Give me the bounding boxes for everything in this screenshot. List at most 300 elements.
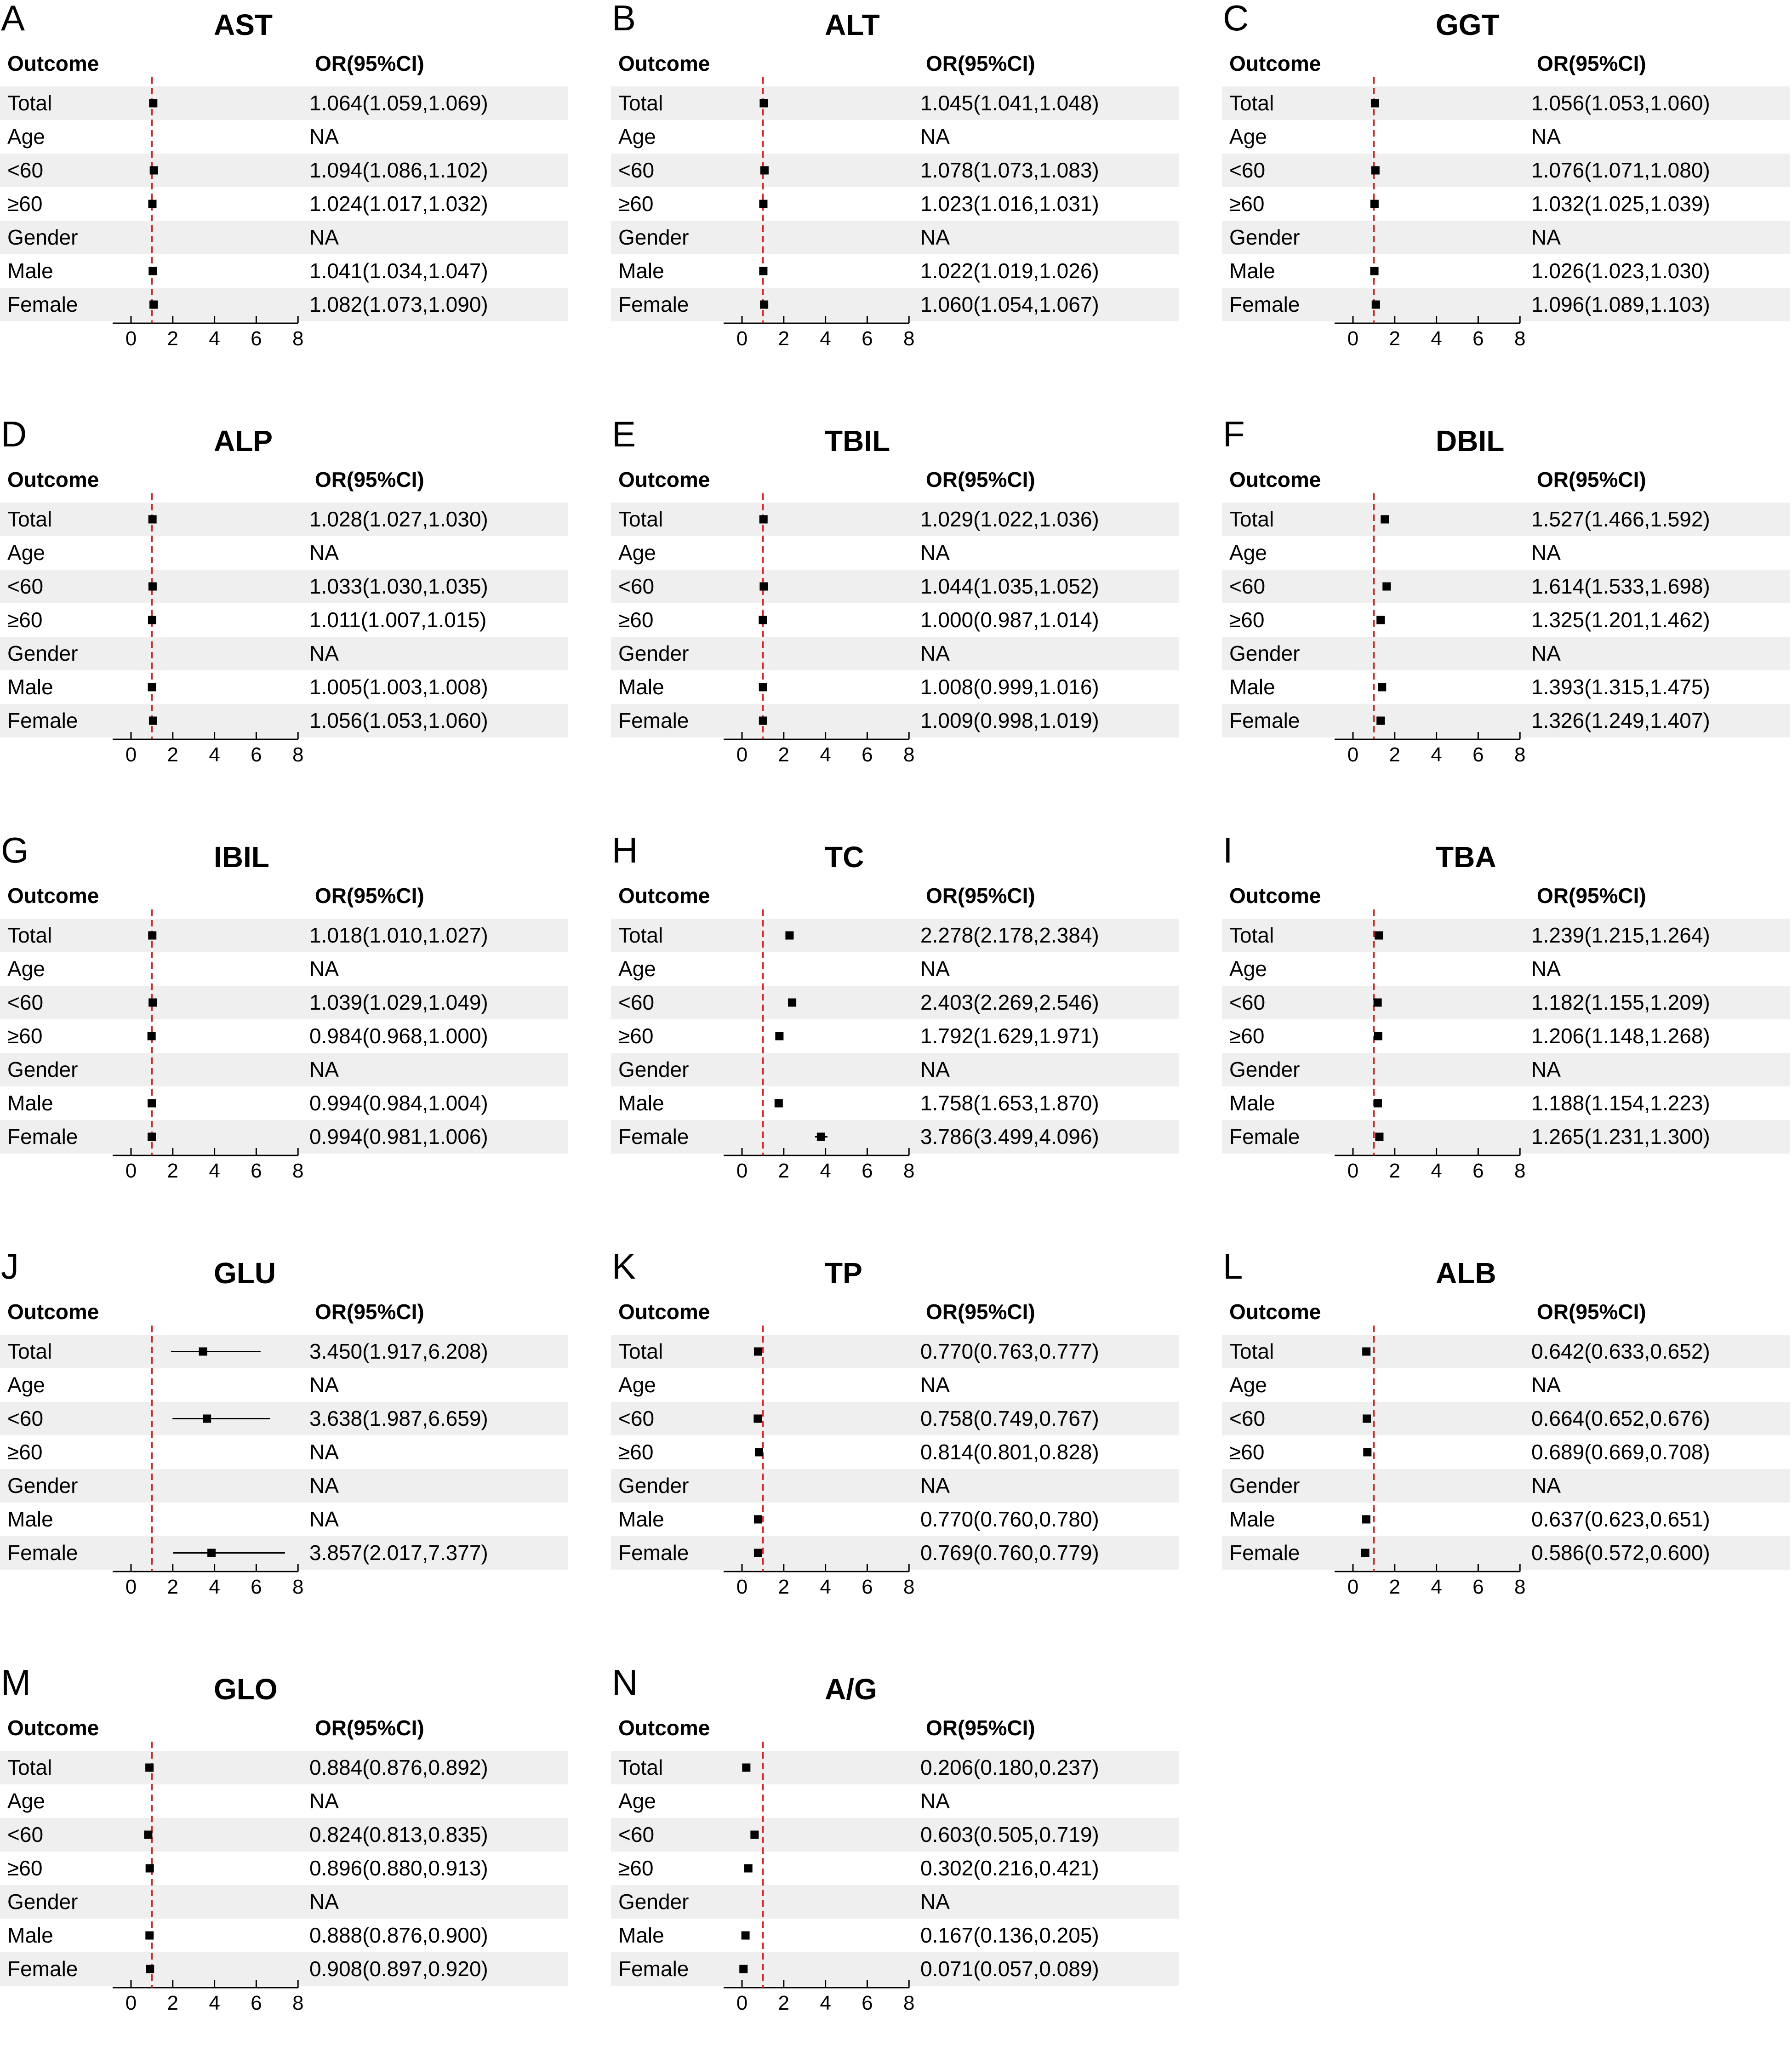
outcome-header: Outcome — [1229, 884, 1321, 908]
or-ci-value: NA — [920, 1474, 950, 1497]
x-axis-tick-label: 8 — [292, 1576, 304, 1598]
or-point-marker — [1370, 200, 1379, 208]
outcome-label: Total — [7, 1755, 52, 1779]
outcome-label: Age — [618, 957, 656, 981]
or-ci-value: NA — [1531, 225, 1561, 249]
or-point-marker — [755, 1448, 763, 1457]
outcome-label: Male — [618, 1507, 664, 1531]
outcome-label: Male — [1229, 1091, 1275, 1115]
or-point-marker — [1376, 717, 1385, 725]
or-ci-value: 0.586(0.572,0.600) — [1531, 1541, 1710, 1565]
or-ci-header: OR(95%CI) — [1537, 884, 1646, 908]
outcome-label: <60 — [618, 574, 655, 598]
or-point-marker — [1375, 1133, 1383, 1141]
outcome-label: Female — [7, 709, 78, 732]
x-axis-tick-label: 2 — [778, 327, 790, 350]
or-ci-value: 1.188(1.154,1.223) — [1531, 1091, 1710, 1115]
or-ci-value: NA — [920, 1890, 950, 1914]
x-axis-tick-label: 2 — [778, 1992, 790, 2014]
x-axis-tick-label: 8 — [903, 1160, 915, 1182]
outcome-label: Total — [7, 1339, 52, 1363]
outcome-label: Male — [618, 1923, 664, 1947]
outcome-label: Gender — [618, 1474, 689, 1497]
x-axis-tick-label: 6 — [1472, 327, 1484, 350]
x-axis-tick-label: 4 — [820, 327, 831, 350]
outcome-label: ≥60 — [1229, 608, 1265, 632]
outcome-header: Outcome — [7, 468, 99, 492]
or-point-marker — [146, 1965, 154, 1973]
panel-letter: I — [1223, 830, 1233, 870]
or-ci-value: NA — [1531, 1474, 1561, 1497]
x-axis-tick-label: 6 — [862, 1160, 873, 1182]
or-ci-value: NA — [309, 541, 339, 565]
or-ci-value: 0.770(0.760,0.780) — [920, 1507, 1099, 1531]
or-ci-value: 0.769(0.760,0.779) — [920, 1541, 1099, 1565]
outcome-label: Gender — [618, 1057, 689, 1081]
outcome-label: Male — [1229, 259, 1275, 283]
outcome-label: Total — [618, 1339, 663, 1363]
forest-plot-area — [611, 1664, 1190, 2069]
outcome-label: <60 — [1229, 158, 1266, 182]
outcome-label: Age — [618, 1373, 656, 1397]
or-ci-value: NA — [309, 1890, 339, 1914]
or-point-marker — [775, 1099, 783, 1108]
x-axis-tick-label: 8 — [292, 327, 304, 350]
x-axis-tick-label: 8 — [903, 1576, 915, 1598]
outcome-label: Gender — [1229, 225, 1300, 249]
or-ci-value: 0.642(0.633,0.652) — [1531, 1339, 1710, 1363]
or-point-marker — [1375, 932, 1383, 940]
outcome-label: Age — [1229, 1373, 1267, 1397]
x-axis-tick-label: 8 — [292, 1160, 304, 1182]
outcome-header: Outcome — [618, 1716, 710, 1740]
or-ci-value: NA — [309, 957, 339, 981]
or-ci-value: 1.029(1.022,1.036) — [920, 507, 1099, 531]
outcome-header: Outcome — [7, 51, 99, 75]
outcome-label: Male — [1229, 675, 1275, 699]
x-axis-tick-label: 4 — [1431, 1160, 1442, 1182]
outcome-label: Female — [618, 1125, 689, 1149]
or-point-marker — [1363, 1415, 1371, 1423]
outcome-header: Outcome — [7, 884, 99, 908]
or-ci-value: NA — [920, 125, 950, 149]
or-ci-value: 1.265(1.231,1.300) — [1531, 1125, 1710, 1149]
x-axis-tick-label: 4 — [820, 1576, 831, 1598]
or-point-marker — [148, 200, 156, 208]
x-axis-tick-label: 0 — [125, 1576, 137, 1598]
or-point-marker — [149, 301, 158, 309]
x-axis-tick-label: 0 — [1347, 327, 1359, 350]
outcome-label: Total — [1229, 1339, 1274, 1363]
or-point-marker — [199, 1348, 207, 1356]
outcome-header: Outcome — [1229, 51, 1321, 75]
or-point-marker — [1374, 999, 1382, 1007]
forest-plot-area — [611, 832, 1190, 1237]
or-point-marker — [788, 999, 796, 1007]
forest-plot-area — [611, 416, 1190, 821]
outcome-label: ≥60 — [1229, 1024, 1265, 1048]
x-axis-tick-label: 0 — [736, 1160, 748, 1182]
outcome-label: <60 — [618, 990, 655, 1014]
outcome-label: Female — [7, 1957, 78, 1981]
or-ci-value: 3.450(1.917,6.208) — [309, 1339, 488, 1363]
panel-letter: N — [612, 1662, 638, 1703]
panel-title: TBIL — [825, 424, 890, 457]
or-ci-value: 1.182(1.155,1.209) — [1531, 990, 1710, 1014]
outcome-header: Outcome — [7, 1300, 99, 1324]
or-point-marker — [750, 1831, 759, 1839]
or-ci-value: 0.637(0.623,0.651) — [1531, 1507, 1710, 1531]
x-axis-tick-label: 6 — [251, 1160, 262, 1182]
or-ci-value: NA — [1531, 957, 1561, 981]
x-axis-tick-label: 6 — [1472, 1576, 1484, 1598]
outcome-label: Total — [1229, 923, 1274, 947]
or-ci-value: 1.022(1.019,1.026) — [920, 259, 1099, 283]
or-point-marker — [760, 301, 768, 309]
outcome-label: Age — [1229, 125, 1267, 149]
outcome-label: Female — [1229, 1541, 1300, 1565]
or-point-marker — [1371, 99, 1379, 108]
outcome-label: Male — [618, 675, 664, 699]
outcome-label: Total — [618, 507, 663, 531]
or-ci-header: OR(95%CI) — [315, 884, 424, 908]
panel-title: TP — [825, 1257, 862, 1290]
outcome-header: Outcome — [7, 1716, 99, 1740]
or-ci-value: NA — [309, 641, 339, 665]
outcome-label: Female — [618, 1957, 689, 1981]
or-ci-value: 0.770(0.763,0.777) — [920, 1339, 1099, 1363]
or-ci-value: 1.393(1.315,1.475) — [1531, 675, 1710, 699]
or-ci-value: 0.167(0.136,0.205) — [920, 1923, 1099, 1947]
or-ci-header: OR(95%CI) — [926, 51, 1035, 75]
outcome-label: ≥60 — [618, 608, 654, 632]
or-point-marker — [1362, 1348, 1370, 1356]
outcome-label: <60 — [618, 1823, 655, 1846]
or-ci-value: 1.325(1.201,1.462) — [1531, 608, 1710, 632]
or-point-marker — [744, 1864, 753, 1873]
outcome-label: Male — [618, 259, 664, 283]
outcome-label: Age — [618, 541, 656, 565]
or-ci-header: OR(95%CI) — [1537, 51, 1646, 75]
outcome-label: Gender — [618, 225, 689, 249]
or-ci-value: NA — [920, 225, 950, 249]
panel-title: IBIL — [214, 840, 269, 874]
or-ci-value: 1.044(1.035,1.052) — [920, 574, 1099, 598]
or-ci-value: 1.039(1.029,1.049) — [309, 990, 488, 1014]
forest-panel-h — [611, 832, 1190, 1237]
x-axis-tick-label: 4 — [1431, 327, 1442, 350]
x-axis-tick-label: 8 — [292, 1992, 304, 2014]
x-axis-tick-label: 2 — [1389, 1576, 1401, 1598]
or-ci-value: 1.056(1.053,1.060) — [309, 709, 488, 732]
x-axis-tick-label: 8 — [903, 1992, 915, 2014]
or-ci-value: NA — [309, 225, 339, 249]
or-ci-value: 0.896(0.880,0.913) — [309, 1856, 488, 1880]
forest-panel-m — [0, 1664, 579, 2069]
x-axis-tick-label: 6 — [251, 1992, 262, 2014]
or-ci-value: 1.614(1.533,1.698) — [1531, 574, 1710, 598]
outcome-label: Total — [7, 507, 52, 531]
outcome-label: Age — [7, 1789, 45, 1813]
panel-title: ALB — [1436, 1257, 1496, 1290]
or-ci-value: 0.814(0.801,0.828) — [920, 1440, 1099, 1464]
x-axis-tick-label: 0 — [736, 1992, 748, 2014]
x-axis-tick-label: 0 — [736, 1576, 748, 1598]
outcome-label: Male — [7, 1923, 53, 1947]
outcome-label: <60 — [7, 158, 44, 182]
or-ci-header: OR(95%CI) — [315, 51, 424, 75]
x-axis-tick-label: 6 — [1472, 743, 1484, 766]
or-ci-value: NA — [309, 1789, 339, 1813]
panel-letter: D — [1, 414, 27, 454]
outcome-label: Female — [7, 1125, 78, 1149]
or-ci-value: NA — [920, 957, 950, 981]
outcome-label: ≥60 — [7, 1024, 43, 1048]
or-ci-value: 1.527(1.466,1.592) — [1531, 507, 1710, 531]
outcome-label: Female — [7, 292, 78, 316]
x-axis-tick-label: 2 — [167, 1992, 179, 2014]
x-axis-tick-label: 4 — [820, 1992, 831, 2014]
forest-plot-area — [0, 1664, 579, 2069]
outcome-label: ≥60 — [7, 1440, 43, 1464]
outcome-label: Total — [7, 923, 52, 947]
panel-title: ALT — [825, 8, 880, 41]
outcome-label: Age — [7, 1373, 45, 1397]
or-ci-value: 0.884(0.876,0.892) — [309, 1755, 488, 1779]
or-point-marker — [1361, 1549, 1370, 1557]
outcome-label: Age — [618, 125, 656, 149]
x-axis-tick-label: 2 — [167, 743, 179, 766]
or-ci-value: 1.028(1.027,1.030) — [309, 507, 488, 531]
outcome-label: Male — [618, 1091, 664, 1115]
or-point-marker — [148, 999, 157, 1007]
or-ci-value: 3.857(2.017,7.377) — [309, 1541, 488, 1565]
or-ci-value: NA — [920, 641, 950, 665]
panel-letter: G — [1, 830, 29, 870]
or-point-marker — [759, 616, 767, 624]
or-ci-header: OR(95%CI) — [1537, 1300, 1646, 1324]
or-ci-value: 1.078(1.073,1.083) — [920, 158, 1099, 182]
panel-letter: J — [1, 1246, 19, 1286]
or-point-marker — [754, 1515, 762, 1524]
or-point-marker — [759, 515, 768, 524]
or-point-marker — [1374, 1099, 1382, 1108]
forest-panel-b — [611, 0, 1190, 405]
x-axis-tick-label: 0 — [125, 743, 137, 766]
or-point-marker — [753, 1415, 762, 1423]
x-axis-tick-label: 4 — [209, 743, 220, 766]
or-ci-value: 1.064(1.059,1.069) — [309, 91, 488, 115]
or-ci-value: 1.326(1.249,1.407) — [1531, 709, 1710, 732]
x-axis-tick-label: 6 — [251, 1576, 262, 1598]
or-ci-value: NA — [309, 125, 339, 149]
panel-letter: C — [1223, 0, 1249, 38]
outcome-label: <60 — [7, 990, 44, 1014]
outcome-label: <60 — [7, 1823, 44, 1846]
or-ci-value: NA — [1531, 1057, 1561, 1081]
or-ci-value: 0.824(0.813,0.835) — [309, 1823, 488, 1846]
or-point-marker — [1370, 267, 1379, 275]
outcome-label: Total — [7, 91, 52, 115]
or-ci-header: OR(95%CI) — [315, 1300, 424, 1324]
x-axis-tick-label: 0 — [1347, 1576, 1359, 1598]
or-ci-value: NA — [1531, 1373, 1561, 1397]
or-ci-value: NA — [309, 1373, 339, 1397]
x-axis-tick-label: 2 — [1389, 1160, 1401, 1182]
outcome-label: Age — [7, 541, 45, 565]
outcome-label: Male — [1229, 1507, 1275, 1531]
x-axis-tick-label: 6 — [251, 327, 262, 350]
x-axis-tick-label: 8 — [1514, 1160, 1526, 1182]
forest-panel-j — [0, 1248, 579, 1653]
x-axis-tick-label: 4 — [820, 1160, 831, 1182]
x-axis-tick-label: 8 — [292, 743, 304, 766]
forest-panel-c — [1222, 0, 1792, 405]
x-axis-tick-label: 4 — [209, 1160, 220, 1182]
or-ci-value: 1.032(1.025,1.039) — [1531, 192, 1710, 216]
outcome-label: Female — [618, 292, 689, 316]
outcome-label: Male — [7, 1507, 53, 1531]
or-ci-value: 1.206(1.148,1.268) — [1531, 1024, 1710, 1048]
forest-panel-e — [611, 416, 1190, 821]
or-ci-value: 1.026(1.023,1.030) — [1531, 259, 1710, 283]
or-point-marker — [148, 1032, 156, 1040]
panel-letter: F — [1223, 414, 1245, 454]
or-point-marker — [1378, 683, 1386, 692]
x-axis-tick-label: 6 — [1472, 1160, 1484, 1182]
outcome-label: <60 — [7, 574, 44, 598]
outcome-label: ≥60 — [1229, 192, 1265, 216]
or-point-marker — [759, 267, 767, 275]
outcome-label: Female — [7, 1541, 78, 1565]
x-axis-tick-label: 0 — [1347, 1160, 1359, 1182]
or-point-marker — [145, 1764, 154, 1772]
forest-plot-area — [1222, 1248, 1792, 1653]
outcome-label: <60 — [1229, 574, 1266, 598]
or-ci-value: 2.403(2.269,2.546) — [920, 990, 1099, 1014]
or-ci-value: NA — [920, 1057, 950, 1081]
outcome-header: Outcome — [1229, 1300, 1321, 1324]
forest-plot-area — [1222, 0, 1792, 405]
x-axis-tick-label: 2 — [167, 1160, 179, 1182]
forest-panel-i — [1222, 832, 1792, 1237]
forest-panel-a — [0, 0, 579, 405]
x-axis-tick-label: 0 — [736, 327, 748, 350]
panel-title: ALP — [214, 424, 273, 457]
or-ci-header: OR(95%CI) — [315, 468, 424, 492]
or-ci-value: 0.758(0.749,0.767) — [920, 1406, 1099, 1430]
or-ci-value: 1.082(1.073,1.090) — [309, 292, 488, 316]
outcome-label: Male — [7, 675, 53, 699]
x-axis-tick-label: 4 — [1431, 743, 1442, 766]
or-ci-header: OR(95%CI) — [315, 1716, 424, 1740]
panel-title: TC — [825, 840, 864, 874]
outcome-label: Gender — [7, 1057, 78, 1081]
or-point-marker — [775, 1032, 783, 1040]
or-ci-value: 3.786(3.499,4.096) — [920, 1125, 1099, 1149]
or-point-marker — [785, 932, 793, 940]
or-ci-value: 1.005(1.003,1.008) — [309, 675, 488, 699]
panel-title: GLU — [214, 1257, 276, 1290]
outcome-label: ≥60 — [1229, 1440, 1265, 1464]
forest-plot-area — [0, 416, 579, 821]
x-axis-tick-label: 8 — [1514, 327, 1526, 350]
forest-plot-area — [611, 0, 1190, 405]
or-point-marker — [759, 717, 767, 725]
x-axis-tick-label: 4 — [209, 1992, 220, 2014]
x-axis-tick-label: 0 — [1347, 743, 1359, 766]
forest-panel-l — [1222, 1248, 1792, 1653]
or-point-marker — [754, 1549, 762, 1557]
or-point-marker — [1372, 301, 1380, 309]
outcome-header: Outcome — [618, 1300, 710, 1324]
or-ci-value: 1.094(1.086,1.102) — [309, 158, 488, 182]
or-ci-value: 3.638(1.987,6.659) — [309, 1406, 488, 1430]
or-point-marker — [148, 1133, 156, 1141]
outcome-label: ≥60 — [7, 1856, 43, 1880]
outcome-label: ≥60 — [618, 1024, 654, 1048]
or-ci-value: NA — [309, 1057, 339, 1081]
outcome-label: Total — [618, 91, 663, 115]
forest-plot-area — [0, 1248, 579, 1653]
or-ci-value: 0.689(0.669,0.708) — [1531, 1440, 1710, 1464]
or-ci-value: 1.041(1.034,1.047) — [309, 259, 488, 283]
or-ci-value: 0.302(0.216,0.421) — [920, 1856, 1099, 1880]
x-axis-tick-label: 8 — [903, 743, 915, 766]
outcome-label: Gender — [7, 641, 78, 665]
forest-plot-area — [611, 1248, 1190, 1653]
x-axis-tick-label: 2 — [778, 743, 790, 766]
outcome-label: Age — [7, 957, 45, 981]
or-ci-value: NA — [309, 1440, 339, 1464]
x-axis-tick-label: 6 — [862, 327, 873, 350]
or-ci-value: NA — [1531, 541, 1561, 565]
forest-panel-n — [611, 1664, 1190, 2069]
or-point-marker — [742, 1764, 750, 1772]
forest-plot-area — [1222, 416, 1792, 821]
outcome-label: Female — [618, 709, 689, 732]
x-axis-tick-label: 4 — [1431, 1576, 1442, 1598]
panel-title: AST — [214, 8, 273, 41]
or-point-marker — [148, 932, 156, 940]
or-ci-value: 0.994(0.984,1.004) — [309, 1091, 488, 1115]
outcome-label: Gender — [618, 641, 689, 665]
or-ci-value: 1.792(1.629,1.971) — [920, 1024, 1099, 1048]
or-ci-value: 0.908(0.897,0.920) — [309, 1957, 488, 1981]
or-point-marker — [145, 1932, 154, 1940]
panel-title: DBIL — [1436, 424, 1505, 457]
panel-title: GGT — [1436, 8, 1500, 41]
or-ci-header: OR(95%CI) — [1537, 468, 1646, 492]
outcome-header: Outcome — [618, 51, 710, 75]
or-point-marker — [1381, 515, 1389, 524]
or-point-marker — [148, 515, 157, 524]
or-point-marker — [754, 1348, 762, 1356]
x-axis-tick-label: 2 — [778, 1576, 790, 1598]
or-point-marker — [739, 1965, 748, 1973]
x-axis-tick-label: 6 — [251, 743, 262, 766]
outcome-label: Total — [618, 1755, 663, 1779]
or-point-marker — [759, 200, 767, 208]
x-axis-tick-label: 6 — [862, 1992, 873, 2014]
or-ci-header: OR(95%CI) — [926, 884, 1035, 908]
panel-title: TBA — [1436, 840, 1496, 874]
or-point-marker — [150, 166, 158, 175]
forest-panel-f — [1222, 416, 1792, 821]
outcome-label: <60 — [618, 158, 655, 182]
outcome-header: Outcome — [618, 884, 710, 908]
panel-letter: M — [1, 1662, 31, 1703]
